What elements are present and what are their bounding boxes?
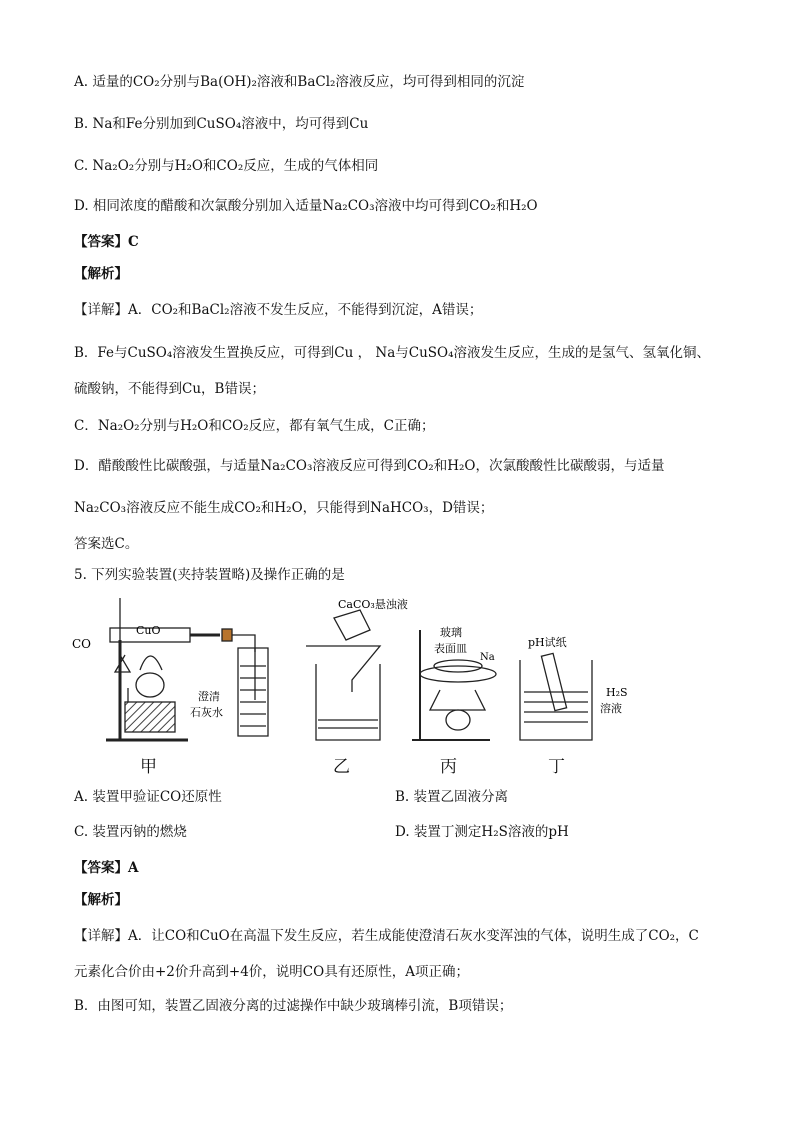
q5-option-c: C. 装置丙钠的燃烧 — [74, 824, 187, 840]
caco3-label: CaCO₃悬浊液 — [338, 598, 408, 611]
q4-detail-c: C．Na₂O₂分别与H₂O和CO₂反应，都有氧气生成，C正确； — [74, 418, 435, 434]
q5-option-d: D. 装置丁测定H₂S溶液的pH — [395, 824, 569, 840]
q4-detail-b2: 硫酸钠，不能得到Cu，B错误； — [74, 381, 265, 397]
q4-detail-d1: D．醋酸酸性比碳酸强，与适量Na₂CO₃溶液反应可得到CO₂和H₂O，次氯酸酸性比碳酸弱，与适量 — [74, 458, 665, 474]
limewater-label-2: 石灰水 — [190, 706, 223, 719]
q4-detail-d2: Na₂CO₃溶液反应不能生成CO₂和H₂O，只能得到NaHCO₃，D错误； — [74, 500, 494, 516]
apparatus-ding — [520, 653, 592, 740]
q4-option-b: B. Na和Fe分别加到CuSO₄溶液中，均可得到Cu — [74, 116, 369, 132]
apparatus-figure — [70, 590, 670, 750]
q5-stem: 5. 下列实验装置(夹持装置略)及操作正确的是 — [74, 567, 345, 583]
label-jia: 甲 — [140, 757, 157, 777]
q5-detail-a1: 【详解】A．让CO和CuO在高温下发生反应，若生成能使澄清石灰水变浑浊的气体，说明生成了CO₂，C — [74, 928, 699, 944]
q5-detail-b: B．由图可知，装置乙固液分离的过滤操作中缺少玻璃棒引流，B项错误； — [74, 998, 513, 1014]
h2s-label: H₂S — [606, 686, 628, 699]
cuo-label: CuO — [136, 624, 161, 637]
q5-detail-a2: 元素化合价由+2价升高到+4价，说明CO具有还原性，A项正确； — [74, 964, 469, 980]
q5-answer: 【答案】A — [74, 860, 139, 876]
glass-label-1: 玻璃 — [440, 626, 462, 639]
solution-label: 溶液 — [600, 702, 622, 715]
ph-label: pH试纸 — [528, 636, 567, 649]
apparatus-jia — [106, 598, 268, 740]
label-ding: 丁 — [548, 757, 565, 777]
co-label: CO — [72, 637, 92, 651]
label-yi: 乙 — [333, 757, 350, 777]
q4-option-d: D. 相同浓度的醋酸和次氯酸分别加入适量Na₂CO₃溶液中均可得到CO₂和H₂O — [74, 198, 538, 214]
apparatus-yi — [306, 610, 380, 740]
q4-analysis: 【解析】 — [74, 266, 128, 282]
q5-option-b: B. 装置乙固液分离 — [395, 789, 509, 805]
q4-choice: 答案选C。 — [74, 536, 139, 552]
q4-answer: 【答案】C — [74, 234, 139, 250]
na-label: Na — [480, 652, 495, 663]
q4-detail-a: 【详解】A．CO₂和BaCl₂溶液不发生反应，不能得到沉淀，A错误； — [74, 302, 483, 318]
q5-analysis: 【解析】 — [74, 892, 128, 908]
q4-detail-b1: B．Fe与CuSO₄溶液发生置换反应，可得到Cu ， Na与CuSO₄溶液发生反应，生成的是氢气、氢氧化铜、 — [74, 345, 711, 361]
label-bing: 丙 — [440, 757, 457, 777]
q4-option-a: A. 适量的CO₂分别与Ba(OH)₂溶液和BaCl₂溶液反应，均可得到相同的沉淀 — [74, 74, 525, 90]
q5-option-a: A. 装置甲验证CO还原性 — [74, 789, 222, 805]
glass-label-2: 表面皿 — [434, 642, 467, 655]
limewater-label-1: 澄清 — [198, 690, 220, 703]
q4-option-c: C. Na₂O₂分别与H₂O和CO₂反应，生成的气体相同 — [74, 158, 379, 174]
